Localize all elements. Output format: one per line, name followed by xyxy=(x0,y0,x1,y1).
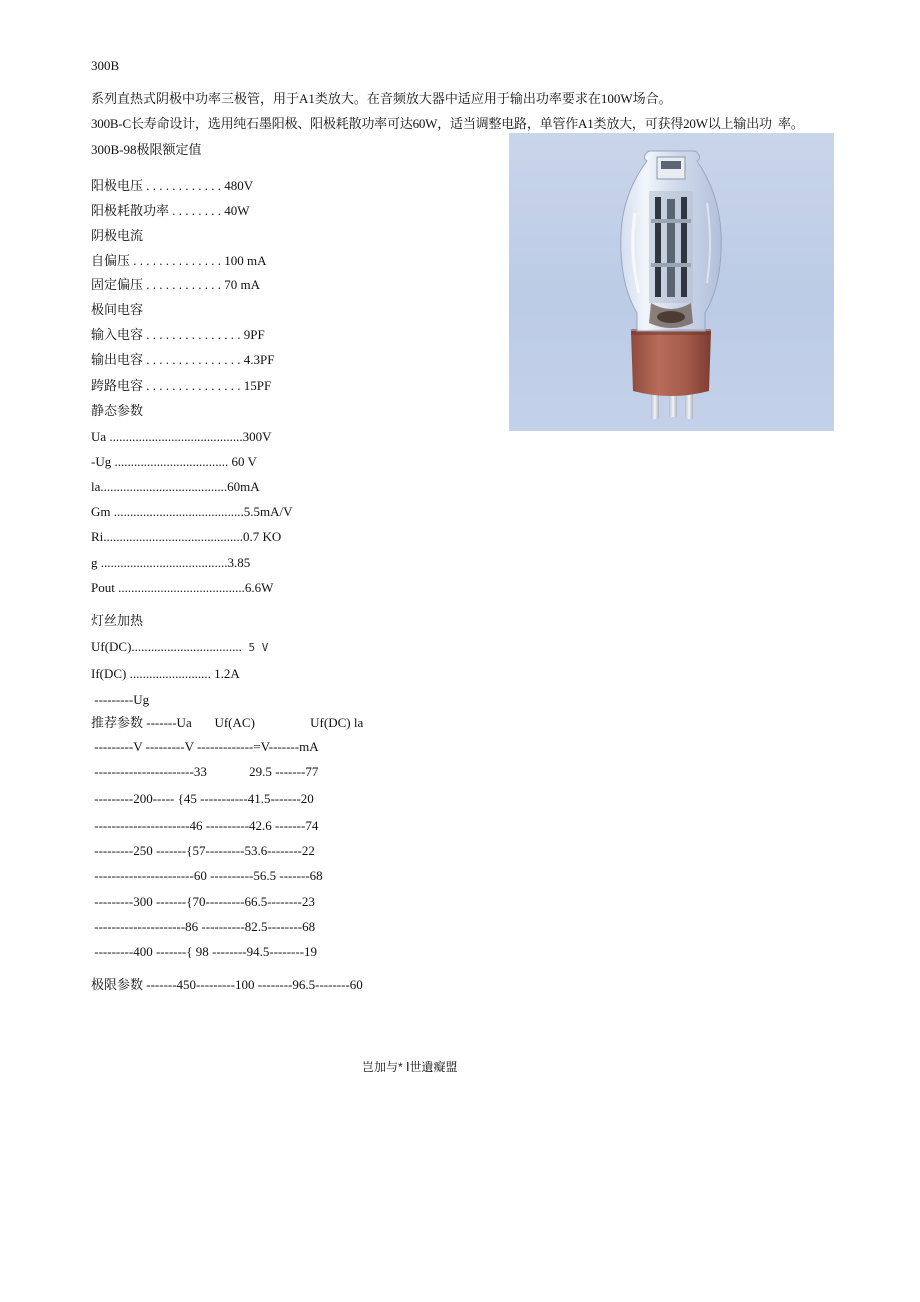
vacuum-tube-illustration xyxy=(509,133,834,431)
static-ia: la.......................................60mA xyxy=(91,479,260,494)
recommended-row: ---------200----- {45 -----------41.5-------20 xyxy=(91,791,314,806)
cathode-current-label: 阴极电流 xyxy=(91,228,144,243)
static-pout: Pout .......................................6.6W xyxy=(91,580,274,595)
capacitance-label: 极间电容 xyxy=(91,302,144,317)
filament-uf xyxy=(91,639,268,656)
recommended-row: -----------------------33 29.5 -------77 xyxy=(91,764,319,779)
anode-voltage: 阳极电压 . . . . . . . . . . . . 480V xyxy=(91,178,254,193)
limits-title: 300B-98极限额定值 xyxy=(91,142,202,157)
filament-if: If(DC) ......................... 1.2A xyxy=(91,666,240,681)
filament-uf-value: 5 V xyxy=(241,641,269,654)
filament-title: 灯丝加热 xyxy=(91,613,144,628)
output-capacitance: 输出电容 . . . . . . . . . . . . . . . 4.3PF xyxy=(91,352,275,367)
static-g: g .......................................3.85 xyxy=(91,555,251,570)
recommended-row: ---------300 -------{70---------66.5--------23 xyxy=(91,894,315,909)
filament-uf-label: Uf(DC).................................. xyxy=(91,639,242,654)
recommended-row: ---------250 -------{57---------53.6--------22 xyxy=(91,843,315,858)
model-heading: 300B xyxy=(91,58,120,73)
static-ug: -Ug ................................... 60 V xyxy=(91,454,257,469)
static-gm: Gm ........................................5.5mA/V xyxy=(91,504,293,519)
vacuum-tube-photo xyxy=(509,133,834,431)
transfer-capacitance: 跨路电容 . . . . . . . . . . . . . . . 15PF xyxy=(91,378,272,393)
static-ri: Ri...........................................0.7 KO xyxy=(91,529,282,544)
static-title: 静态参数 xyxy=(91,403,144,418)
self-bias: 自偏压 . . . . . . . . . . . . . . 100 mA xyxy=(91,253,267,268)
limit-parameters-row: 极限参数 -------450---------100 --------96.5--------60 xyxy=(91,977,363,992)
static-ua: Ua .........................................300V xyxy=(91,429,272,444)
input-capacitance: 输入电容 . . . . . . . . . . . . . . . 9PF xyxy=(91,327,265,342)
recommended-row: -----------------------60 ----------56.5 -------68 xyxy=(91,868,323,883)
recommended-row: ----------------------46 ----------42.6 -------74 xyxy=(91,818,319,833)
recommended-row: ---------400 -------{ 98 --------94.5--------19 xyxy=(91,944,318,959)
footer-text: 岂加与* Ⅰ世遺癡盟 xyxy=(362,1060,458,1074)
intro-line-2: 300B-C长寿命设计，选用纯石墨阳极、阳极耗散功率可达60W，适当调整电路，单管作A1类放大，可获得20W以上输出功 率。 xyxy=(91,116,804,131)
recommended-header: 推荐参数 -------Ua Uf(AC) Uf(DC) la xyxy=(91,715,364,730)
fixed-bias: 固定偏压 . . . . . . . . . . . . 70 mA xyxy=(91,277,261,292)
recommended-ug-header: ---------Ug xyxy=(91,692,150,707)
intro-line-1: 系列直热式阴极中功率三极管，用于A1类放大。在音频放大器中适应用于输出功率要求在100W场合。 xyxy=(91,91,672,106)
anode-dissipation: 阳极耗散功率 . . . . . . . . 40W xyxy=(91,203,250,218)
recommended-units: ---------V ---------V -------------=V-------mA xyxy=(91,739,319,754)
recommended-row: ---------------------86 ----------82.5--------68 xyxy=(91,919,316,934)
